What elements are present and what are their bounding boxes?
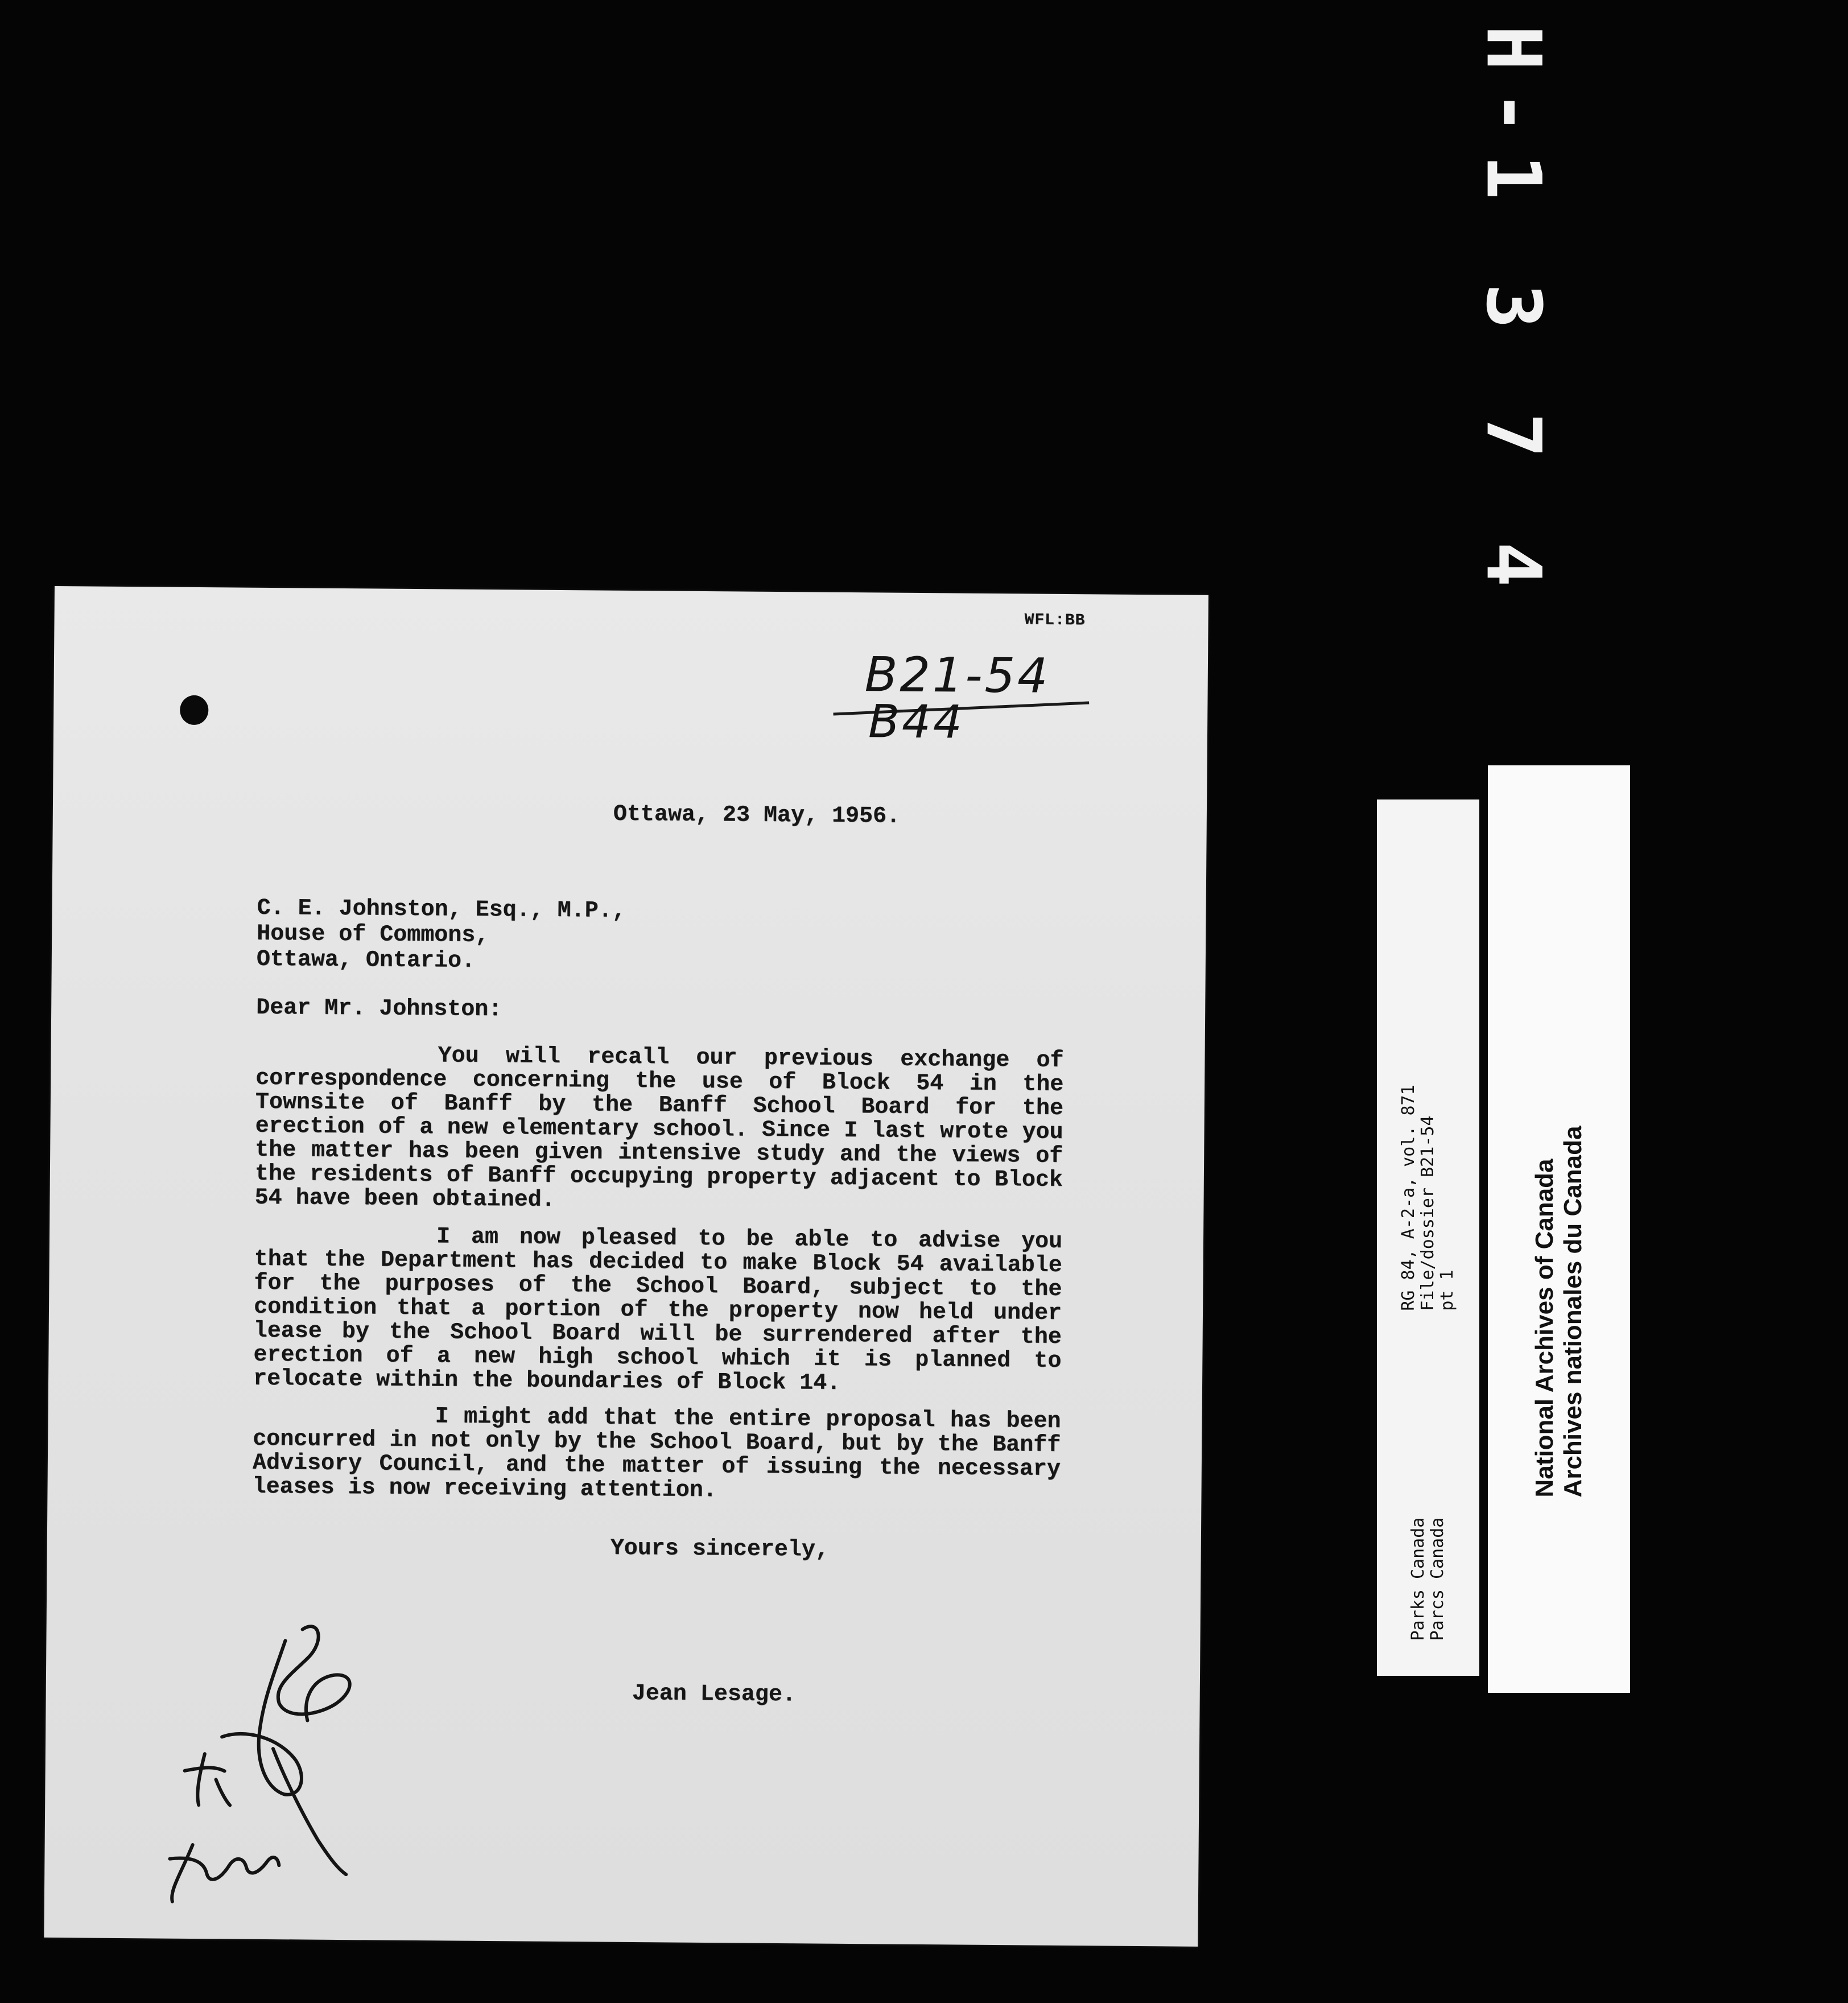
- archive-organization-text: [1409, 1518, 1447, 1641]
- punch-hole: [180, 695, 208, 725]
- closing: Yours sincerely,: [610, 1535, 829, 1563]
- address-line-2: House of Commons,: [257, 921, 489, 949]
- institution-name-fr: Archives nationales du Canada: [1559, 1126, 1587, 1498]
- date-line: Ottawa, 23 May, 1956.: [613, 801, 901, 830]
- body-paragraph-3: I might add that the entire proposal has been concurred in not only by the School Board, but by the Banff Advisory Council, and the matter of issuing the necessary leases is now receiving attention.: [252, 1404, 1061, 1504]
- body-paragraph-2: I am now pleased to be able to advise you that the Department has decided to make Block 54 available for the purposes of the School Board, subject to the condition that a portion of the property now held under lease by the School Board will be surrendered after the erection of a new high school which it is planned to relocate within the boundaries of Block 14.: [253, 1224, 1063, 1396]
- address-line-3: Ottawa, Ontario.: [256, 946, 476, 974]
- institution-text: [1531, 1126, 1587, 1498]
- body-paragraph-1: You will recall our previous exchange of correspondence concerning the use of Block 54 in the Townsite of Banff by the Banff School Board for the erection of a new elementary school. Since I last wrote you the matter has been given intensive study and the views of the residents of Banff occupying property adjacent to Block 54 have been obtained.: [254, 1043, 1064, 1213]
- file-number-bottom: B44: [868, 695, 965, 749]
- signer-name: Jean Lesage.: [632, 1681, 796, 1708]
- archive-reference-line-3: pt 1: [1437, 1270, 1457, 1311]
- handwritten-initials-signature: [130, 1605, 428, 1915]
- institution-label: [1488, 765, 1630, 1693]
- archive-reference-line-2: File/dossier B21-54: [1418, 1115, 1438, 1311]
- reference-initials: WFL:BB: [1024, 611, 1086, 630]
- salutation: Dear Mr. Johnston:: [256, 995, 502, 1023]
- archive-reference-label: [1377, 799, 1479, 1676]
- microfilm-frame-number: [1465, 6, 1562, 626]
- address-line-1: C. E. Johnston, Esq., M.P.,: [257, 895, 626, 924]
- archive-reference-line-1: RG 84, A-2-a, vol. 871: [1399, 1085, 1418, 1311]
- file-number-top: B21-54: [864, 646, 1050, 704]
- archive-organization-en: Parks Canada: [1408, 1517, 1428, 1641]
- frame-number-text: H-1 3 7 4: [1470, 25, 1557, 607]
- archive-reference-text: [1399, 1085, 1457, 1310]
- letter-page: [44, 586, 1208, 1947]
- institution-name-en: National Archives of Canada: [1531, 1159, 1558, 1498]
- archive-organization-fr: Parcs Canada: [1428, 1517, 1447, 1641]
